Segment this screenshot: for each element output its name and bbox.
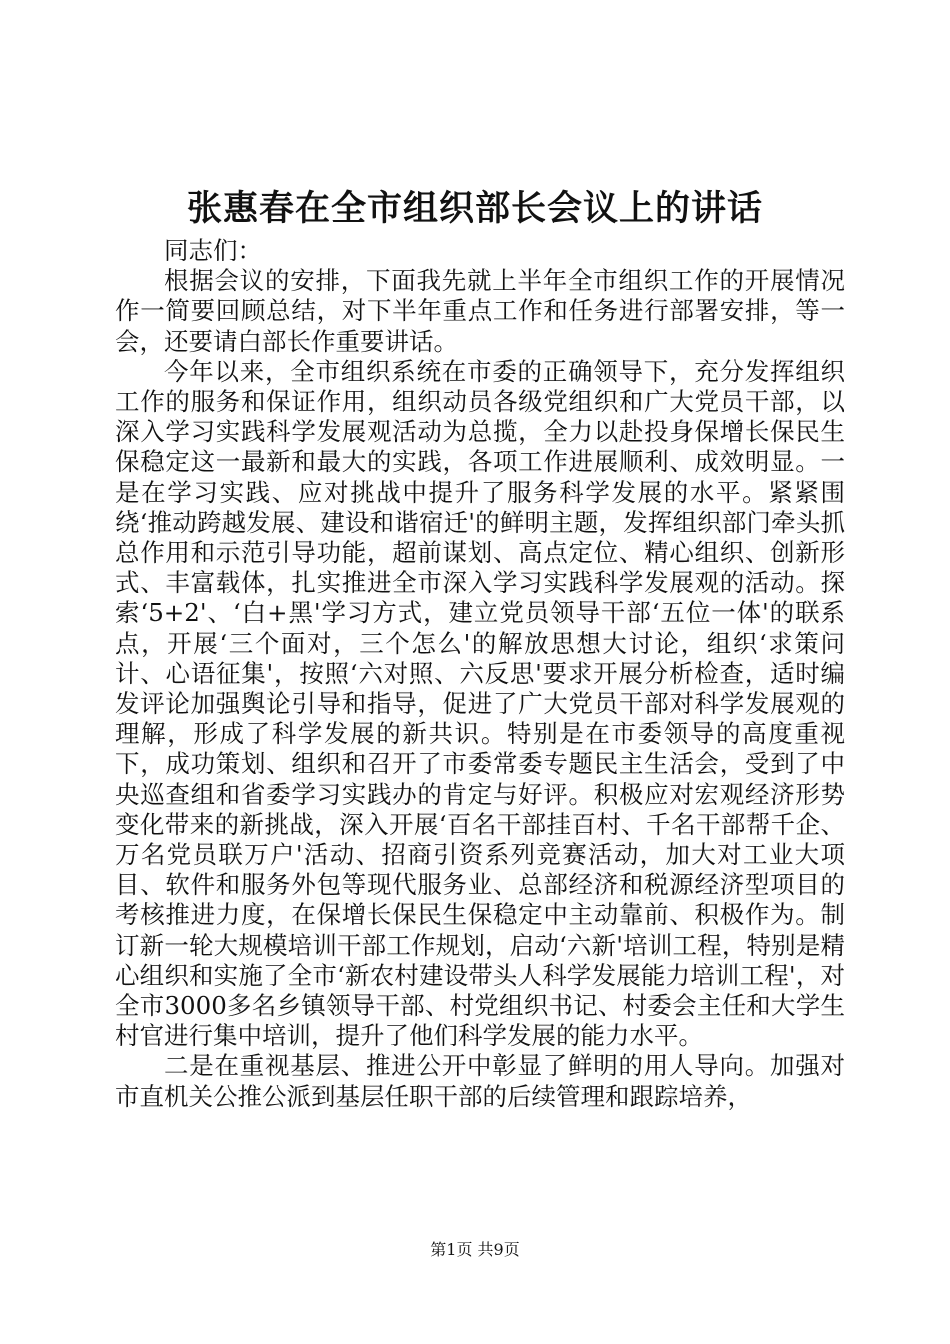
paragraph-grassroots: 二是在重视基层、推进公开中彰显了鲜明的用人导向。加强对市直机关公推公派到基层任职干部的后续管理和跟踪培养， xyxy=(115,1051,845,1111)
document-body xyxy=(115,236,845,1112)
salutation: 同志们： xyxy=(164,236,262,265)
document-title: 张惠春在全市组织部长会议上的讲话 xyxy=(186,189,763,229)
page-number-footer: 第1页 共9页 xyxy=(430,1240,520,1259)
paragraph-review: 今年以来，全市组织系统在市委的正确领导下，充分发挥组织工作的服务和保证作用，组织动员各级党组织和广大党员干部，以深入学习实践科学发展观活动为总揽，全力以赴投身保增长保民生保稳定这一最新和最大的实践，各项工作进展顺利、成效明显。一是在学习实践、应对挑战中提升了服务科学发展的水平。紧紧围绕‘推动跨越发展、建设和谐宿迁'的鲜明主题，发挥组织部门牵头抓总作用和示范引导功能，超前谋划、高点定位、精心组织、创新形式、丰富载体，扎实推进全市深入学习实践科学发展观的活动。探索‘5+2'、‘白+黑'学习方式，建立党员领导干部‘五位一体'的联系点，开展‘三个面对，三个怎么'的解放思想大讨论，组织‘求策问计、心语征集'，按照‘六对照、六反思'要求开展分析检查，适时编发评论加强舆论引导和指导，促进了广大党员干部对科学发展观的理解，形成了科学发展的新共识。特别是在市委领导的高度重视下，成功策划、组织和召开了市委常委专题民主生活会，受到了中央巡查组和省委学习实践办的肯定与好评。积极应对宏观经济形势变化带来的新挑战，深入开展‘百名干部挂百村、千名干部帮千企、万名党员联万户'活动、招商引资系列竞赛活动，加大对工业大项目、软件和服务外包等现代服务业、总部经济和税源经济型项目的考核推进力度，在保增长保民生保稳定中主动靠前、积极作为。制订新一轮大规模培训干部工作规划，启动‘六新'培训工程，特别是精心组织和实施了全市‘新农村建设带头人科学发展能力培训工程'，对全市3000多名乡镇领导干部、村党组织书记、村委会主任和大学生村官进行集中培训，提升了他们科学发展的能力水平。 xyxy=(115,356,845,1051)
paragraph-intro: 根据会议的安排，下面我先就上半年全市组织工作的开展情况作一简要回顾总结，对下半年重点工作和任务进行部署安排，等一会，还要请白部长作重要讲话。 xyxy=(115,266,845,356)
